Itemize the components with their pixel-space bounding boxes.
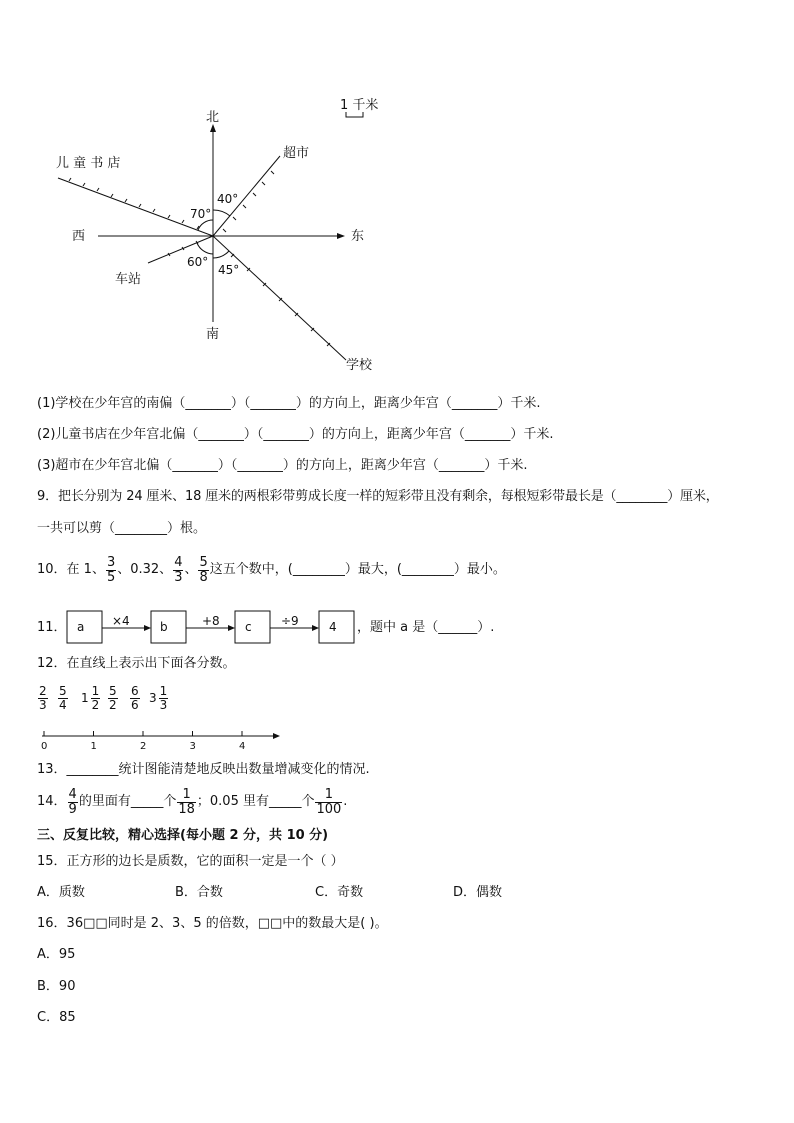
q11-tail: ，题中 a 是（______）.	[357, 620, 495, 635]
q8-sub1: (1)学校在少年宫的南偏（_______）（_______）的方向上，距离少年宫（_______）千米.	[37, 396, 541, 411]
angle-40-label: 40°	[217, 192, 239, 206]
q8-sub3: (3)超市在少年宫北偏（_______）（_______）的方向上，距离少年宫（_______）千米.	[37, 458, 528, 473]
q11-arrow-3-head	[312, 625, 319, 631]
q12-tick-label: 1	[90, 741, 97, 752]
q10	[37, 556, 506, 584]
q12-tick-label: 2	[140, 741, 147, 752]
q12-title: 12．在直线上表示出下面各分数。	[37, 656, 236, 671]
q10-fraction-3	[198, 556, 208, 584]
q12-fraction-body	[159, 685, 169, 711]
q12-tick-label: 0	[41, 741, 48, 752]
q12-fraction-num: 1	[159, 684, 168, 698]
q12-fraction-den: 4	[59, 697, 67, 712]
arc-45	[213, 251, 229, 258]
q16-option-a[interactable]: A．95	[37, 947, 76, 962]
north-label: 北	[206, 110, 220, 125]
ticks-bookstore	[69, 178, 199, 229]
q12-fraction-body	[108, 685, 118, 711]
q12-fraction	[107, 685, 119, 711]
angle-60-label: 60°	[187, 255, 209, 269]
q12-fraction-num: 2	[39, 684, 47, 698]
q12-fraction-den: 2	[109, 697, 117, 712]
q13: 13．________统计图能清楚地反映出数量增减变化的情况.	[37, 762, 370, 777]
q10-fraction-1	[106, 556, 116, 584]
q10-f3-den: 8	[199, 569, 208, 585]
q12-fraction-den: 6	[131, 697, 139, 712]
q14-f2-num: 1	[177, 788, 196, 803]
q12-fraction	[37, 685, 49, 711]
q14	[37, 788, 347, 816]
q14-f1-den: 9	[68, 801, 77, 817]
q11-arrow-1-head	[144, 625, 151, 631]
q10-prefix: 10．在 1、	[37, 562, 105, 578]
q8-sub2: (2)儿童书店在少年宫北偏（_______）（_______）的方向上，距离少年宫（_______）千米.	[37, 427, 554, 442]
q12-fraction-num: 5	[59, 684, 67, 698]
q14-f3-den: 100	[316, 801, 342, 817]
west-label: 西	[72, 229, 86, 244]
q11-number: 11．	[37, 620, 67, 635]
q14-f1-num: 4	[68, 787, 77, 802]
q15-option-d[interactable]: D．偶数	[453, 885, 503, 900]
q12-number-line	[30, 728, 290, 762]
south-label: 南	[206, 327, 220, 342]
q14-fraction-3	[315, 788, 342, 816]
q10-f2-den: 3	[174, 569, 183, 585]
q12-fraction-den: 3	[159, 697, 168, 712]
q12-fraction-den: 3	[39, 697, 47, 712]
q12-fraction-num: 6	[131, 684, 139, 698]
q14-mid2: ；0.05 里有_____个	[196, 794, 315, 810]
q16-option-b[interactable]: B．90	[37, 979, 76, 994]
q11-arrow-2-head	[228, 625, 235, 631]
q10-fraction-2	[173, 556, 183, 584]
q11-box-c-label: c	[245, 620, 252, 634]
q12-fraction-body	[130, 685, 140, 711]
q11-box-a	[67, 611, 102, 643]
q10-suffix: 这五个数中，(________）最大，(________）最小。	[209, 562, 506, 578]
q15-text: 15．正方形的边长是质数，它的面积一定是一个（ ）	[37, 854, 344, 869]
q14-fraction-1	[68, 788, 78, 816]
q12-fraction-whole: 1	[81, 691, 89, 706]
q12-fraction-num: 5	[109, 684, 117, 698]
q11-box-a-label: a	[77, 620, 85, 634]
q12-fraction-num: 1	[91, 684, 100, 698]
q11-box-c	[235, 611, 270, 643]
q14-f2-den: 18	[178, 801, 195, 817]
scale-label: 1 千米	[340, 98, 379, 113]
east-label: 东	[351, 229, 365, 244]
q12-fraction	[149, 685, 169, 711]
q12-fraction	[81, 685, 101, 711]
arc-40	[213, 210, 230, 216]
q12-fraction-whole: 3	[149, 691, 157, 706]
station-label: 车站	[115, 272, 142, 287]
q15-option-a[interactable]: A．质数	[37, 885, 85, 900]
q11-box-b	[151, 611, 186, 643]
q11-op1: ×4	[112, 614, 130, 628]
arc-70	[198, 220, 213, 230]
q12-fraction-den: 2	[91, 697, 100, 712]
q14-end: .	[343, 794, 348, 810]
angle-70-label: 70°	[190, 207, 212, 221]
q14-fraction-2	[177, 788, 196, 816]
q15-option-c[interactable]: C．奇数	[315, 885, 364, 900]
q10-sep1: 、0.32、	[117, 562, 173, 578]
q16-text: 16．36□□同时是 2、3、5 的倍数，□□中的数最大是( )。	[37, 916, 388, 931]
q14-mid1: 的里面有_____个	[78, 794, 177, 810]
q10-sep2: 、	[184, 562, 198, 578]
q10-f2-num: 4	[174, 555, 183, 570]
north-arrow-head	[210, 124, 216, 132]
school-label: 学校	[346, 358, 373, 373]
east-arrow-head	[337, 233, 345, 239]
angle-45-label: 45°	[218, 263, 240, 277]
q10-f3-num: 5	[199, 555, 208, 570]
q12-fraction	[57, 685, 69, 711]
section3-title: 三、反复比较，精心选择(每小题 2 分，共 10 分)	[37, 828, 329, 843]
bookstore-label: 儿 童 书 店	[56, 156, 121, 171]
q9-line2: 一共可以剪（________）根。	[37, 521, 207, 536]
q11-op3: ÷9	[281, 614, 299, 628]
ticks-station	[168, 241, 198, 256]
q14-f3-num: 1	[315, 788, 342, 803]
q12-ticks	[41, 731, 245, 752]
arc-60	[197, 243, 213, 254]
q11-op2: +8	[202, 614, 220, 628]
supermarket-label: 超市	[283, 146, 310, 161]
q11-box-end-label: 4	[329, 620, 337, 634]
q10-f1-num: 3	[106, 555, 116, 570]
q14-prefix: 14．	[37, 794, 67, 810]
direction-diagram	[0, 0, 794, 385]
q15-option-b[interactable]: B．合数	[175, 885, 223, 900]
q10-f1-den: 5	[106, 569, 116, 585]
q9-line1: 9．把长分别为 24 厘米、18 厘米的两根彩带剪成长度一样的短彩带且没有剩余，每根短彩带最长是（________）厘米，	[37, 489, 719, 504]
q12-tick-label: 4	[239, 741, 246, 752]
q16-option-c[interactable]: C．85	[37, 1010, 76, 1025]
q12-fraction-body	[58, 685, 68, 711]
q12-fraction-body	[91, 685, 101, 711]
ticks-school	[231, 254, 330, 346]
q12-tick-label: 3	[189, 741, 196, 752]
q12-fraction	[129, 685, 141, 711]
q12-axis-arrow	[273, 733, 280, 739]
q12-fraction-body	[38, 685, 48, 711]
q11-box-b-label: b	[160, 620, 168, 634]
